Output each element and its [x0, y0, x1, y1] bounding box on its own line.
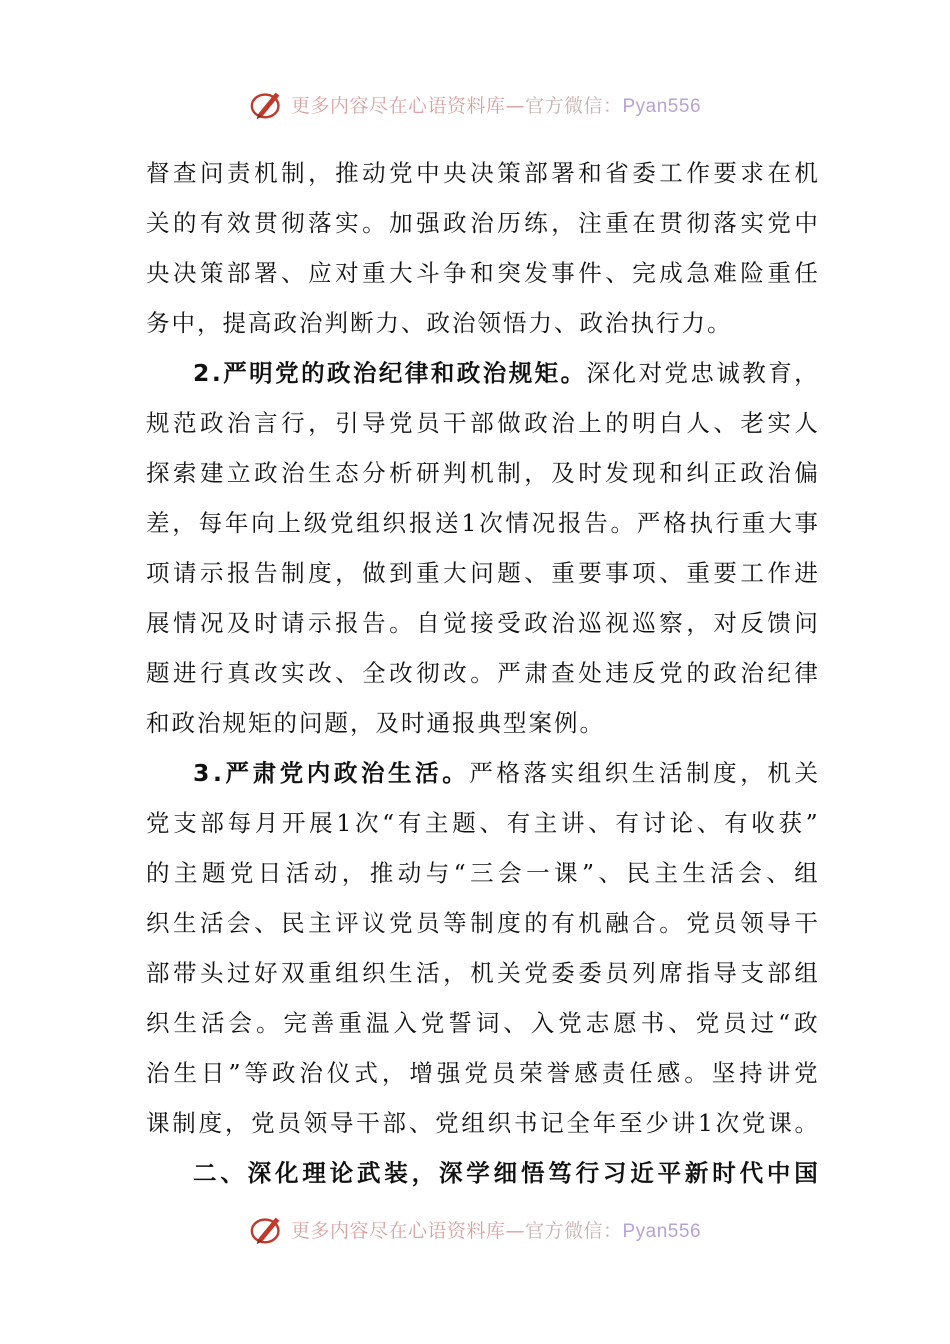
text-line: 3 . 严 肃 党 内 政 治 生 活 。 严 格 落 实 组 织 生 活 制 度 ， 机 关 [193, 759, 818, 787]
text-line: 的 主 题 党 日 活 动 ， 推 动 与 “ 三 会 一 课 ” 、 民 主 生 活 会 、 组 [146, 859, 818, 887]
watermark-header [0, 84, 950, 124]
text-line: 题 进 行 真 改 实 改 、 全 改 彻 改 。 严 肃 查 处 违 反 党 的 政 治 纪 律 [146, 659, 818, 687]
text-line: 2 . 严 明 党 的 政 治 纪 律 和 政 治 规 矩 。 深 化 对 党 忠 诚 教 育 ， [193, 359, 818, 387]
text-line: 督 查 问 责 机 制 ， 推 动 党 中 央 决 策 部 署 和 省 委 工 作 要 求 在 机 [146, 159, 818, 187]
watermark-text: 更多内容尽在心语资料库—官方微信：Pyan556 [290, 94, 702, 117]
text-line: 织 生 活 会 。 完 善 重 温 入 党 誓 词 、 入 党 志 愿 书 、 党 员 过 “ 政 [146, 1009, 818, 1037]
text-line: 和 政 治 规 矩 的 问 题 ， 及 时 通 报 典 型 案 例 。 [146, 709, 605, 737]
text-line: 治 生 日 ” 等 政 治 仪 式 ， 增 强 党 员 荣 誉 感 责 任 感 。 坚 持 讲 党 [146, 1059, 818, 1087]
text-line: 党 支 部 每 月 开 展 1 次 “ 有 主 题 、 有 主 讲 、 有 讨 论 、 有 收 获 ” [146, 809, 818, 837]
text-line: 央 决 策 部 署 、 应 对 重 大 斗 争 和 突 发 事 件 、 完 成 急 难 险 重 任 [146, 259, 818, 287]
pen-logo-icon [249, 85, 287, 123]
text-line: 部 带 头 过 好 双 重 组 织 生 活 ， 机 关 党 委 委 员 列 席 指 导 支 部 组 [146, 959, 818, 987]
text-line: 务 中 ， 提 高 政 治 判 断 力 、 政 治 领 悟 力 、 政 治 执 行 力 。 [146, 309, 733, 337]
pen-logo-icon [249, 1210, 287, 1248]
text-line: 二 、 深 化 理 论 武 装 ， 深 学 细 悟 笃 行 习 近 平 新 时 代 中 国 [193, 1159, 818, 1187]
text-line: 展 情 况 及 时 请 示 报 告 。 自 觉 接 受 政 治 巡 视 巡 察 ， 对 反 馈 问 [146, 609, 818, 637]
text-line: 探 索 建 立 政 治 生 态 分 析 研 判 机 制 ， 及 时 发 现 和 纠 正 政 治 偏 [146, 459, 818, 487]
text-line: 织 生 活 会 、 民 主 评 议 党 员 等 制 度 的 有 机 融 合 。 党 员 领 导 干 [146, 909, 818, 937]
watermark-text: 更多内容尽在心语资料库—官方微信：Pyan556 [290, 1219, 702, 1242]
text-line: 关 的 有 效 贯 彻 落 实 。 加 强 政 治 历 练 ， 注 重 在 贯 彻 落 实 党 中 [146, 209, 818, 237]
text-line: 规 范 政 治 言 行 ， 引 导 党 员 干 部 做 政 治 上 的 明 白 人 、 老 实 人 [146, 409, 818, 437]
watermark-footer [0, 1209, 950, 1249]
text-line: 项 请 示 报 告 制 度 ， 做 到 重 大 问 题 、 重 要 事 项 、 重 要 工 作 进 [146, 559, 818, 587]
text-line: 差 ， 每 年 向 上 级 党 组 织 报 送 1 次 情 况 报 告 。 严 格 执 行 重 大 事 [146, 509, 818, 537]
document-body [146, 148, 818, 1198]
text-line: 课 制 度 ， 党 员 领 导 干 部 、 党 组 织 书 记 全 年 至 少 讲 1 次 党 课 。 [146, 1109, 818, 1137]
